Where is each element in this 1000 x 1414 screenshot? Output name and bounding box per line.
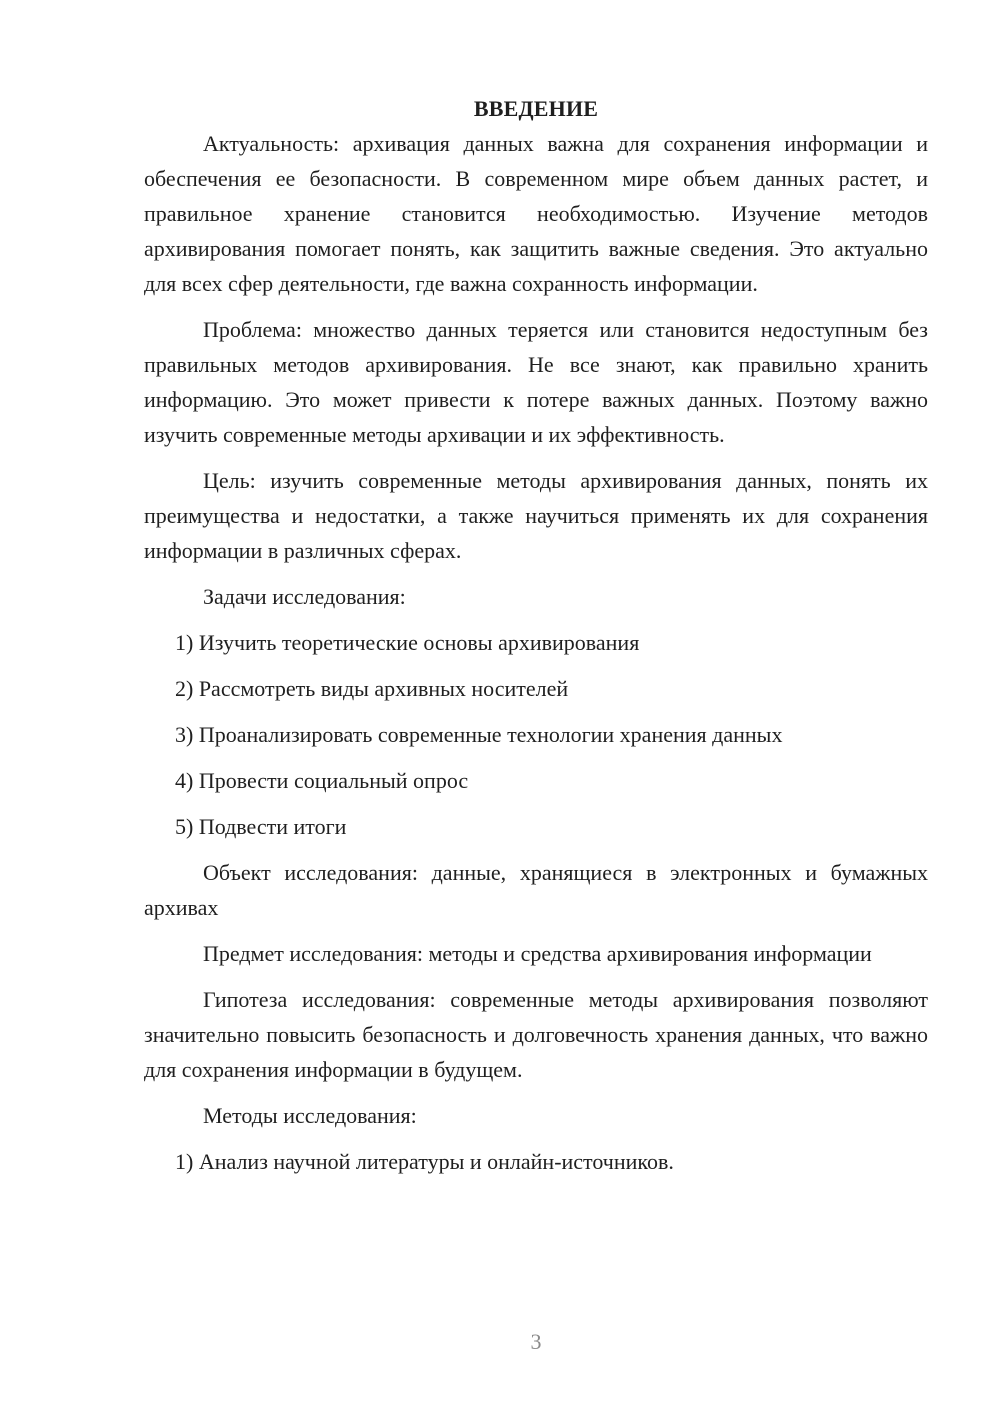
task-item: 1) Изучить теоретические основы архивирования — [175, 630, 640, 655]
problem-paragraph: Проблема: множество данных теряется или становится недоступным без правильных методов архивирования. Не все знают, как правильно хранить информацию. Это может привести к потере важных данных. Поэтому важно изучить современные методы архивации и их эффективность. — [144, 317, 928, 447]
goal-paragraph: Цель: изучить современные методы архивирования данных, понять их преимущества и недостатки, а также научиться применять их для сохранения информации в различных сферах. — [144, 468, 928, 563]
object-paragraph: Объект исследования: данные, хранящиеся в электронных и бумажных архивах — [144, 860, 928, 920]
tasks-title: Задачи исследования: — [203, 584, 406, 609]
section-heading: ВВЕДЕНИЕ — [473, 96, 599, 121]
methods-title: Методы исследования: — [203, 1103, 417, 1128]
subject-paragraph: Предмет исследования: методы и средства архивирования информации — [203, 941, 872, 966]
hypothesis-paragraph: Гипотеза исследования: современные методы архивирования позволяют значительно повысить безопасность и долговечность хранения данных, что важно для сохранения информации в будущем. — [144, 987, 928, 1082]
page-number: 3 — [530, 1329, 542, 1354]
task-item: 5) Подвести итоги — [175, 814, 347, 839]
tasks-list — [144, 625, 928, 844]
task-item: 3) Проанализировать современные технологии хранения данных — [175, 722, 783, 747]
relevance-paragraph: Актуальность: архивация данных важна для сохранения информации и обеспечения ее безопасности. В современном мире объем данных растет, и правильное хранение становится необходимостью. Изучение методов архивирования помогает понять, как защитить важные сведения. Это актуально для всех сфер деятельности, где важна сохранность информации. — [144, 131, 928, 296]
document-page — [144, 92, 928, 1190]
methods-list — [144, 1144, 928, 1179]
task-item: 4) Провести социальный опрос — [175, 768, 469, 793]
task-item: 2) Рассмотреть виды архивных носителей — [175, 676, 569, 701]
method-item: 1) Анализ научной литературы и онлайн-источников. — [175, 1149, 674, 1174]
